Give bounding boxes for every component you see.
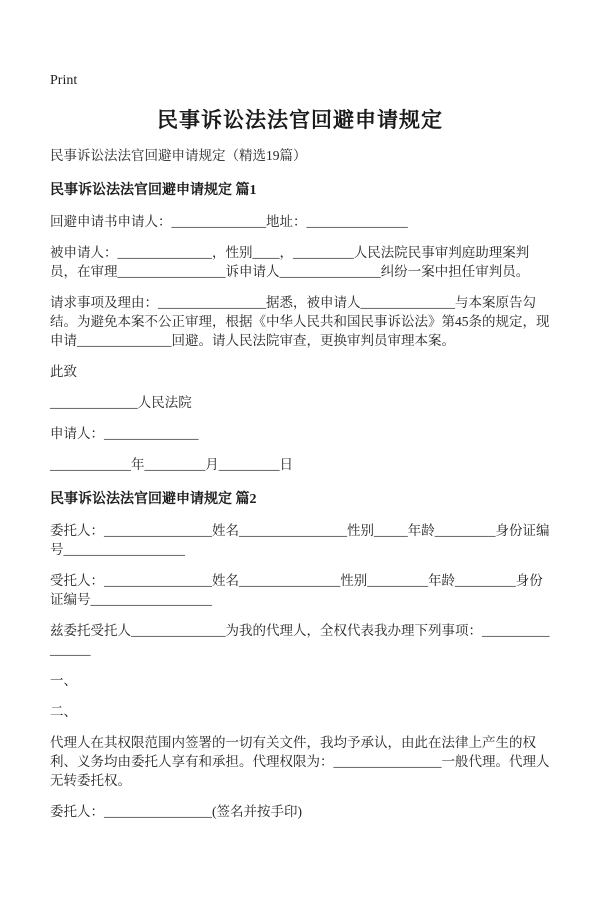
page-subtitle: 民事诉讼法法官回避申请规定（精选19篇） (50, 148, 307, 163)
paragraph-respondent-line: 被申请人：______________，性别____，_________人民法院民事审判庭助理案判员，在审理________________诉申请人_______________纠纷一案中担任审判员。 (50, 245, 530, 279)
paragraph-item-one: 一、 (50, 673, 77, 688)
paragraph-date-line: ____________年_________月_________日 (50, 457, 293, 472)
print-link[interactable]: Print (50, 73, 78, 88)
paragraph-trustee-line: 受托人：________________姓名_______________性别_________年龄_________身份证编号__________________ (50, 573, 543, 607)
section-2-heading: 民事诉讼法法官回避申请规定 篇2 (50, 492, 257, 507)
paragraph-item-two: 二、 (50, 704, 77, 719)
paragraph-principal-line: 委托人：________________姓名________________性别_____年龄_________身份证编号__________________ (50, 523, 550, 557)
paragraph-agent-authority: 代理人在其权限范围内签署的一切有关文件，我均予承认，由此在法律上产生的权利、义务均由委托人享有和承担。代理权限为：________________一般代理。代理人无转委托权。 (50, 735, 550, 788)
paragraph-request-reason: 请求事项及理由：________________据悉，被申请人______________与本案原告勾结。为避免本案不公正审理，根据《中华人民共和国民事诉讼法》第45条的规定，现申请______________回避。请人民法院审查，更换审判员审理本案。 (50, 295, 550, 348)
paragraph-court-line: _____________人民法院 (50, 395, 192, 410)
paragraph-applicant-line: 回避申请书申请人：______________地址：_______________ (50, 214, 408, 229)
paragraph-salutation: 此致 (50, 364, 77, 379)
page-title: 民事诉讼法法官回避申请规定 (157, 108, 443, 132)
paragraph-principal-signature: 委托人：________________(签名并按手印) (50, 804, 302, 819)
paragraph-applicant-signature: 申请人：______________ (50, 426, 199, 441)
paragraph-entrust-statement: 兹委托受托人______________为我的代理人，全权代表我办理下列事项：________________ (50, 623, 550, 657)
section-1-heading: 民事诉讼法法官回避申请规定 篇1 (50, 183, 257, 198)
